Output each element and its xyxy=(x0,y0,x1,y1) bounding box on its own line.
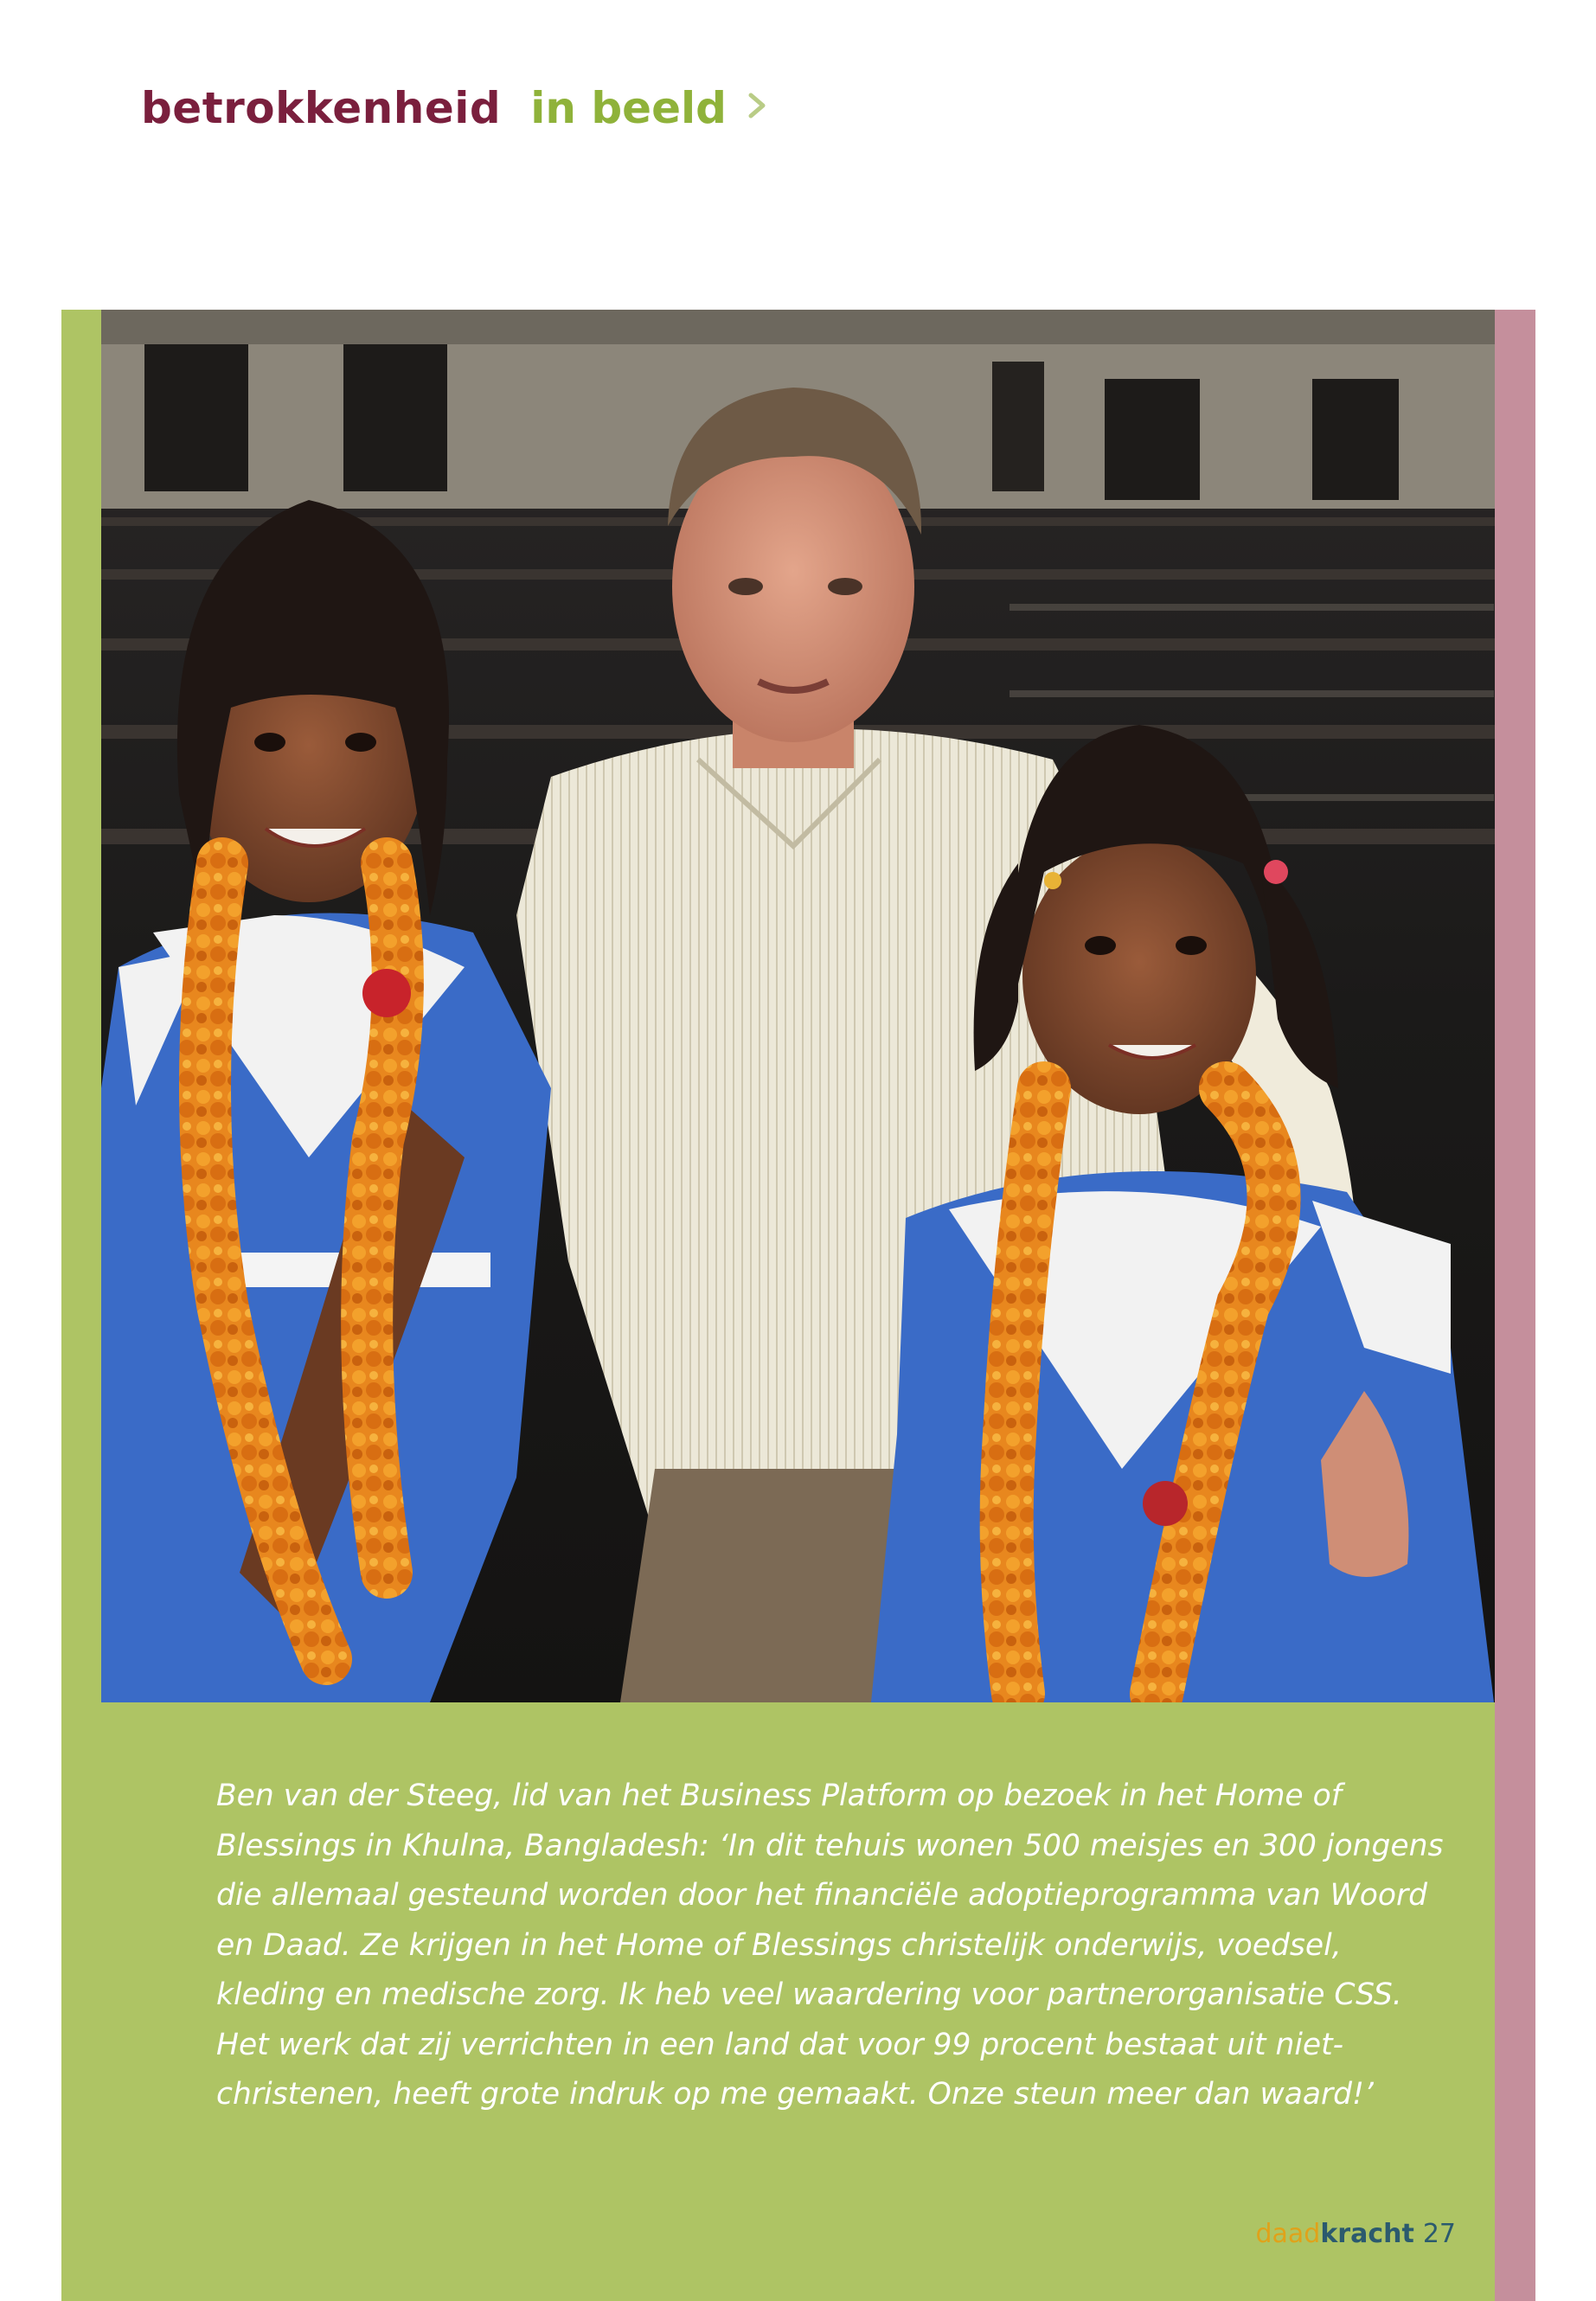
caption-line: Het werk dat zij verrichten in een land dat voor 99 procent bestaat uit niet- xyxy=(216,2027,1344,2062)
page-footer xyxy=(1255,2219,1456,2249)
caption-line: Blessings in Khulna, Bangladesh: ‘In dit tehuis wonen 500 meisjes en 300 jongens xyxy=(216,1828,1444,1863)
header-title-part2: in beeld xyxy=(530,83,727,133)
photo-illustration xyxy=(101,310,1495,1702)
caption-line: die allemaal gesteund worden door het financiële adoptieprogramma van Woord xyxy=(216,1878,1428,1913)
caption-line: en Daad. Ze krijgen in het Home of Blessings christelijk onderwijs, voedsel, xyxy=(216,1927,1342,1963)
side-accent-strip xyxy=(1495,310,1535,2301)
caption-line: kleding en medische zorg. Ik heb veel waardering voor partnerorganisatie CSS. xyxy=(216,1977,1402,2012)
chevron-right-icon xyxy=(744,88,770,123)
photo-man-with-two-girls xyxy=(101,310,1495,1702)
footer-brand-part2: kracht xyxy=(1320,2219,1414,2249)
page-number: 27 xyxy=(1422,2219,1456,2249)
caption-line: christenen, heeft grote indruk op me gemaakt. Onze steun meer dan waard!’ xyxy=(216,2077,1374,2112)
page-header xyxy=(141,83,770,152)
footer-brand-part1: daad xyxy=(1255,2219,1321,2249)
header-title-part1: betrokkenheid xyxy=(141,83,502,133)
caption-line: Ben van der Steeg, lid van het Business Platform op bezoek in het Home of xyxy=(216,1779,1342,1813)
photo-caption xyxy=(216,1772,1445,2120)
